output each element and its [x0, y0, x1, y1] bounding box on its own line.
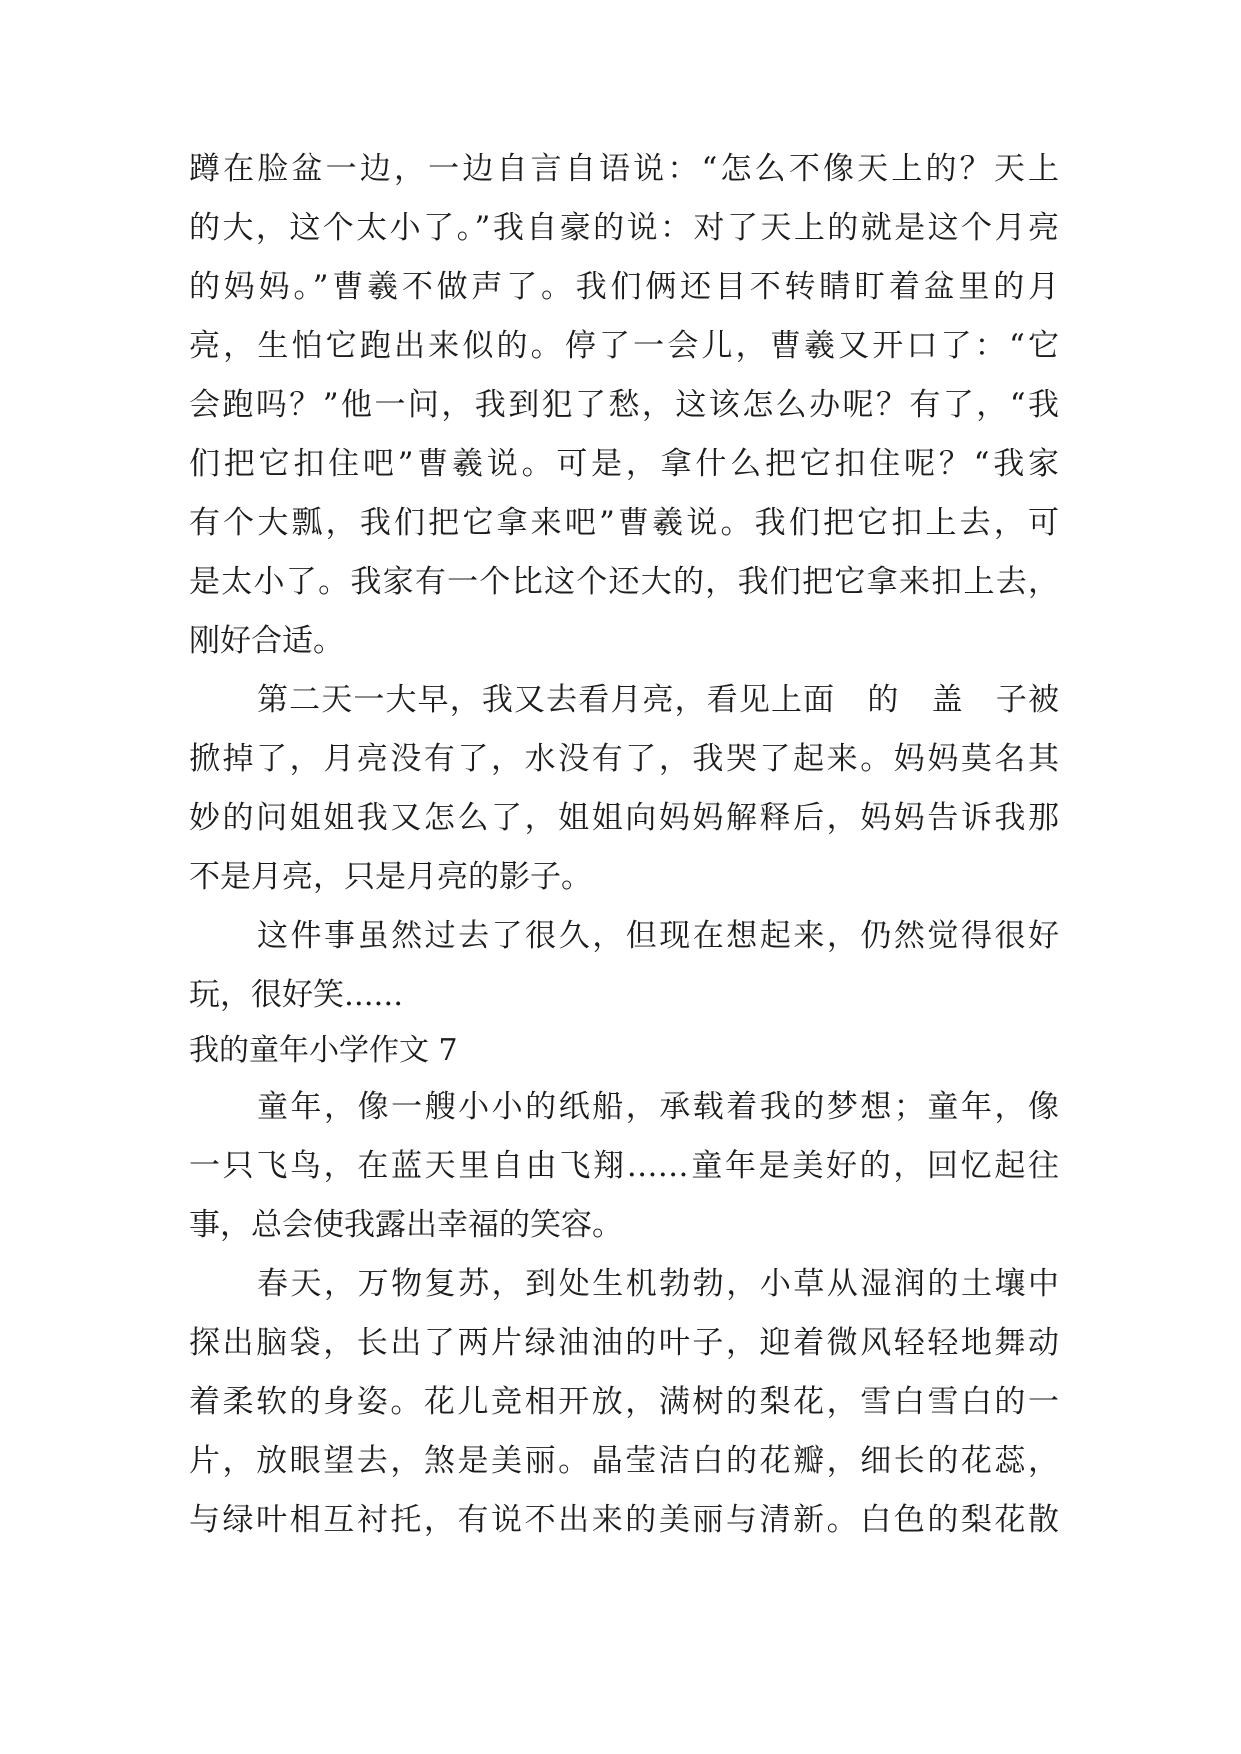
text-line: 刚好合适。 [189, 623, 344, 659]
text-line: 不是月亮，只是月亮的影子。 [189, 859, 592, 895]
text-line: 们把它扣住吧”曹羲说。可是，拿什么把它扣住呢？“我家 [189, 446, 1059, 482]
text-line: 事，总会使我露出幸福的笑容。 [189, 1207, 623, 1243]
text-line: 探出脑袋，长出了两片绿油油的叶子，迎着微风轻轻地舞动 [189, 1325, 1059, 1361]
text-line: 与绿叶相互衬托，有说不出来的美丽与清新。白色的梨花散 [189, 1502, 1059, 1538]
text-line: 蹲在脸盆一边，一边自言自语说：“怎么不像天上的？天上 [189, 151, 1059, 187]
text-line: 的妈妈。”曹羲不做声了。我们俩还目不转睛盯着盆里的月 [189, 269, 1059, 305]
paragraph-first-line: 第二天一大早，我又去看月亮，看见上面 的 盖 子被 [257, 682, 1059, 718]
paragraph-first-line: 春天，万物复苏，到处生机勃勃，小草从湿润的土壤中 [257, 1266, 1059, 1302]
text-line: 会跑吗？”他一问，我到犯了愁，这该怎么办呢？有了，“我 [189, 387, 1059, 423]
text-line: 一只飞鸟，在蓝天里自由飞翔……童年是美好的，回忆起往 [189, 1148, 1059, 1184]
paragraph-first-line: 这件事虽然过去了很久，但现在想起来，仍然觉得很好 [257, 918, 1059, 954]
text-line: 的大，这个太小了。”我自豪的说：对了天上的就是这个月亮 [189, 210, 1059, 246]
paragraph-first-line: 童年，像一艘小小的纸船，承载着我的梦想；童年，像 [257, 1089, 1059, 1125]
text-line: 有个大瓢，我们把它拿来吧”曹羲说。我们把它扣上去，可 [189, 505, 1059, 541]
text-line: 着柔软的身姿。花儿竞相开放，满树的梨花，雪白雪白的一 [189, 1384, 1059, 1420]
text-line: 妙的问姐姐我又怎么了，姐姐向妈妈解释后，妈妈告诉我那 [189, 800, 1059, 836]
text-line: 玩，很好笑...... [189, 977, 404, 1013]
text-line: 亮，生怕它跑出来似的。停了一会儿，曹羲又开口了：“它 [189, 328, 1059, 364]
section-heading: 我的童年小学作文 7 [189, 1033, 458, 1068]
text-line: 是太小了。我家有一个比这个还大的，我们把它拿来扣上去， [189, 564, 1059, 600]
text-line: 片，放眼望去，煞是美丽。晶莹洁白的花瓣，细长的花蕊， [189, 1443, 1059, 1479]
text-line: 掀掉了，月亮没有了，水没有了，我哭了起来。妈妈莫名其 [189, 741, 1059, 777]
